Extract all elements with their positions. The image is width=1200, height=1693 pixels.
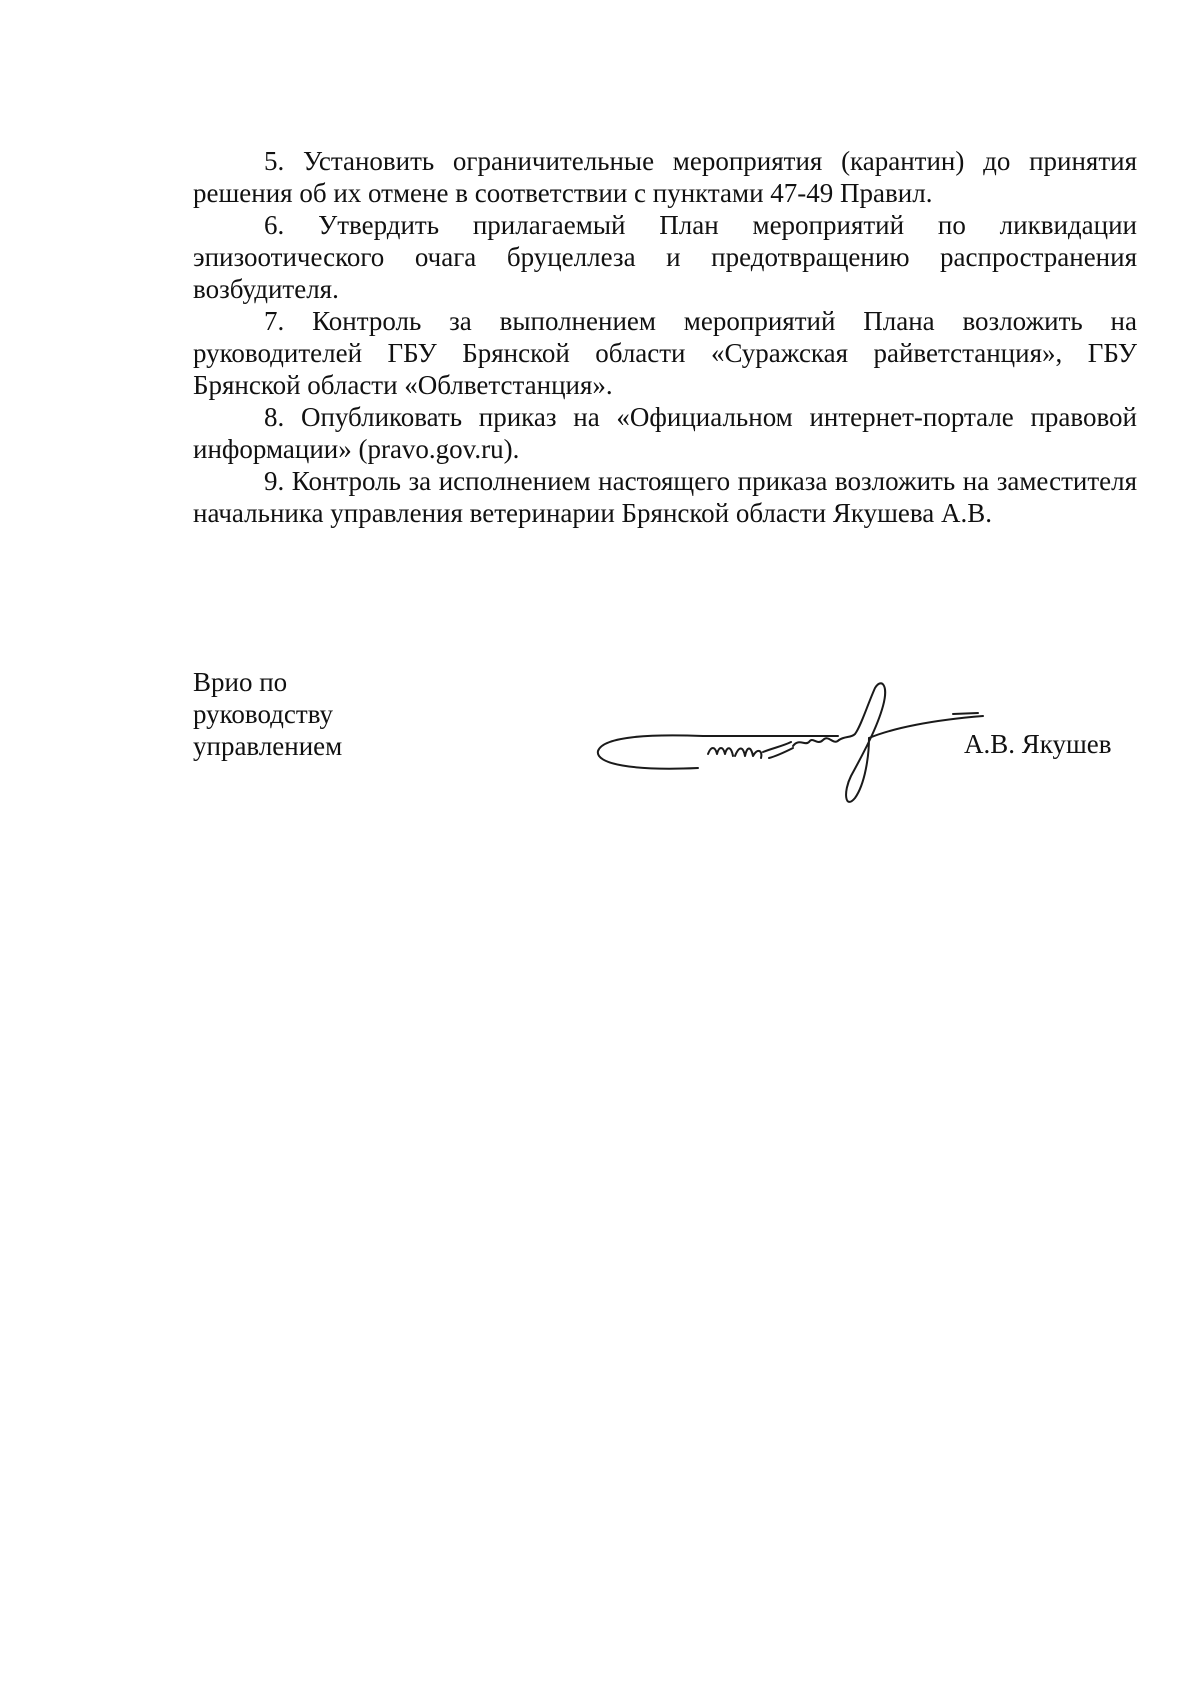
- paragraph-6: 6. Утвердить прилагаемый План мероприятий по ликвидации эпизоотического очага бруцеллеза и предотвращению распространения возбудителя.: [193, 210, 1137, 304]
- signatory-position: [193, 666, 342, 762]
- paragraph-9: 9. Контроль за исполнением настоящего приказа возложить на заместителя начальника управления ветеринарии Брянской области Якушева А.В.: [193, 466, 1137, 528]
- signatory-position-line: руководству: [193, 699, 334, 729]
- paragraph-7: 7. Контроль за выполнением мероприятий Плана возложить на руководителей ГБУ Брянской области «Суражская райветстанция», ГБУ Брянской области «Облветстанция».: [193, 306, 1137, 400]
- handwritten-signature: [593, 676, 1023, 826]
- signatory-name: А.В. Якушев: [964, 729, 1112, 759]
- paragraph-5: 5. Установить ограничительные мероприятия (карантин) до принятия решения об их отмене в соответствии с пунктами 47-49 Правил.: [193, 146, 1137, 208]
- paragraph-8: 8. Опубликовать приказ на «Официальном интернет-портале правовой информации» (pravo.gov.ru).: [193, 402, 1137, 464]
- document-body: [193, 145, 1137, 529]
- signatory-position-line: Врио по: [193, 667, 288, 697]
- signature-block: [193, 666, 1137, 816]
- signatory-position-line: управлением: [193, 731, 343, 761]
